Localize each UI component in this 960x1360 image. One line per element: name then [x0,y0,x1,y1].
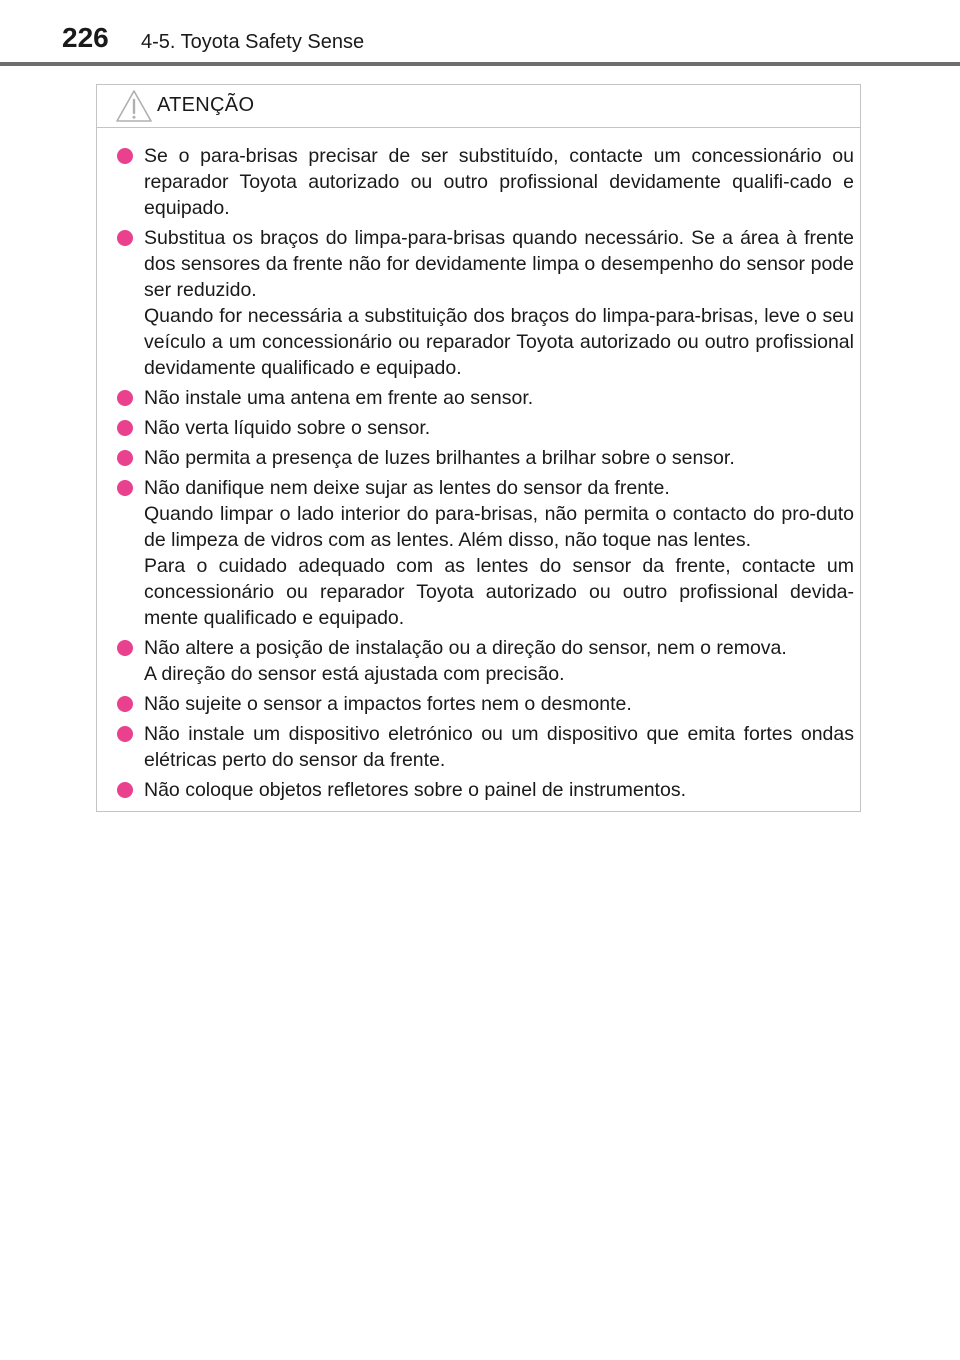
warning-item [117,445,854,471]
warning-item-text: Se o para-brisas precisar de ser substituído, contacte um concessionário ou reparador Toyota autorizado ou outro profissional devidamente qualifi-cado e equipado. [144,145,854,219]
warning-item-text: Não danifique nem deixe sujar as lentes do sensor da frente. [144,477,670,499]
section-title: 4-5. Toyota Safety Sense [141,31,365,53]
warning-item [117,225,854,381]
warning-item-text: A direção do sensor está ajustada com precisão. [144,663,565,685]
warning-item [117,143,854,221]
bullet-icon [117,696,133,712]
warning-list [117,143,854,807]
warning-item-text: Para o cuidado adequado com as lentes do sensor da frente, contacte um concessionário ou reparador Toyota autorizado ou outro profissional devida-mente qualificado e equipado. [144,555,854,629]
warning-triangle-icon [115,89,153,123]
warning-title: ATENÇÃO [157,94,255,116]
warning-box [96,84,861,812]
warning-item-text: Não instale um dispositivo eletrónico ou um dispositivo que emita fortes ondas elétricas perto do sensor da frente. [144,723,854,771]
bullet-icon [117,450,133,466]
warning-item [117,691,854,717]
bullet-icon [117,148,133,164]
bullet-icon [117,390,133,406]
warning-item-text: Não verta líquido sobre o sensor. [144,417,431,439]
bullet-icon [117,726,133,742]
warning-item [117,777,854,803]
bullet-icon [117,230,133,246]
warning-item-text: Quando for necessária a substituição dos braços do limpa-para-brisas, leve o seu veículo a um concessionário ou reparador Toyota autorizado ou outro profissional devidamente qualificado e equipado. [144,305,854,379]
warning-item-text: Não sujeite o sensor a impactos fortes nem o desmonte. [144,693,632,715]
bullet-icon [117,420,133,436]
warning-item-text: Não coloque objetos refletores sobre o painel de instrumentos. [144,779,686,801]
warning-item [117,415,854,441]
bullet-icon [117,640,133,656]
bullet-icon [117,480,133,496]
warning-item [117,721,854,773]
warning-item-text: Não altere a posição de instalação ou a direção do sensor, nem o remova. [144,637,787,659]
bullet-icon [117,782,133,798]
page-number: 226 [62,22,109,53]
warning-item [117,475,854,631]
warning-item-text: Não permita a presença de luzes brilhantes a brilhar sobre o sensor. [144,447,735,469]
warning-item-text: Substitua os braços do limpa-para-brisas quando necessário. Se a área à frente dos sensores da frente não for devidamente limpa o desempenho do sensor pode ser reduzido. [144,227,854,301]
warning-item-text: Não instale uma antena em frente ao sensor. [144,387,534,409]
warning-header [97,85,860,128]
page-header [0,0,960,66]
warning-item [117,385,854,411]
warning-item-text: Quando limpar o lado interior do para-brisas, não permita o contacto do pro-duto de limpeza de vidros com as lentes. Além disso, não toque nas lentes. [144,503,854,551]
warning-item [117,635,854,687]
